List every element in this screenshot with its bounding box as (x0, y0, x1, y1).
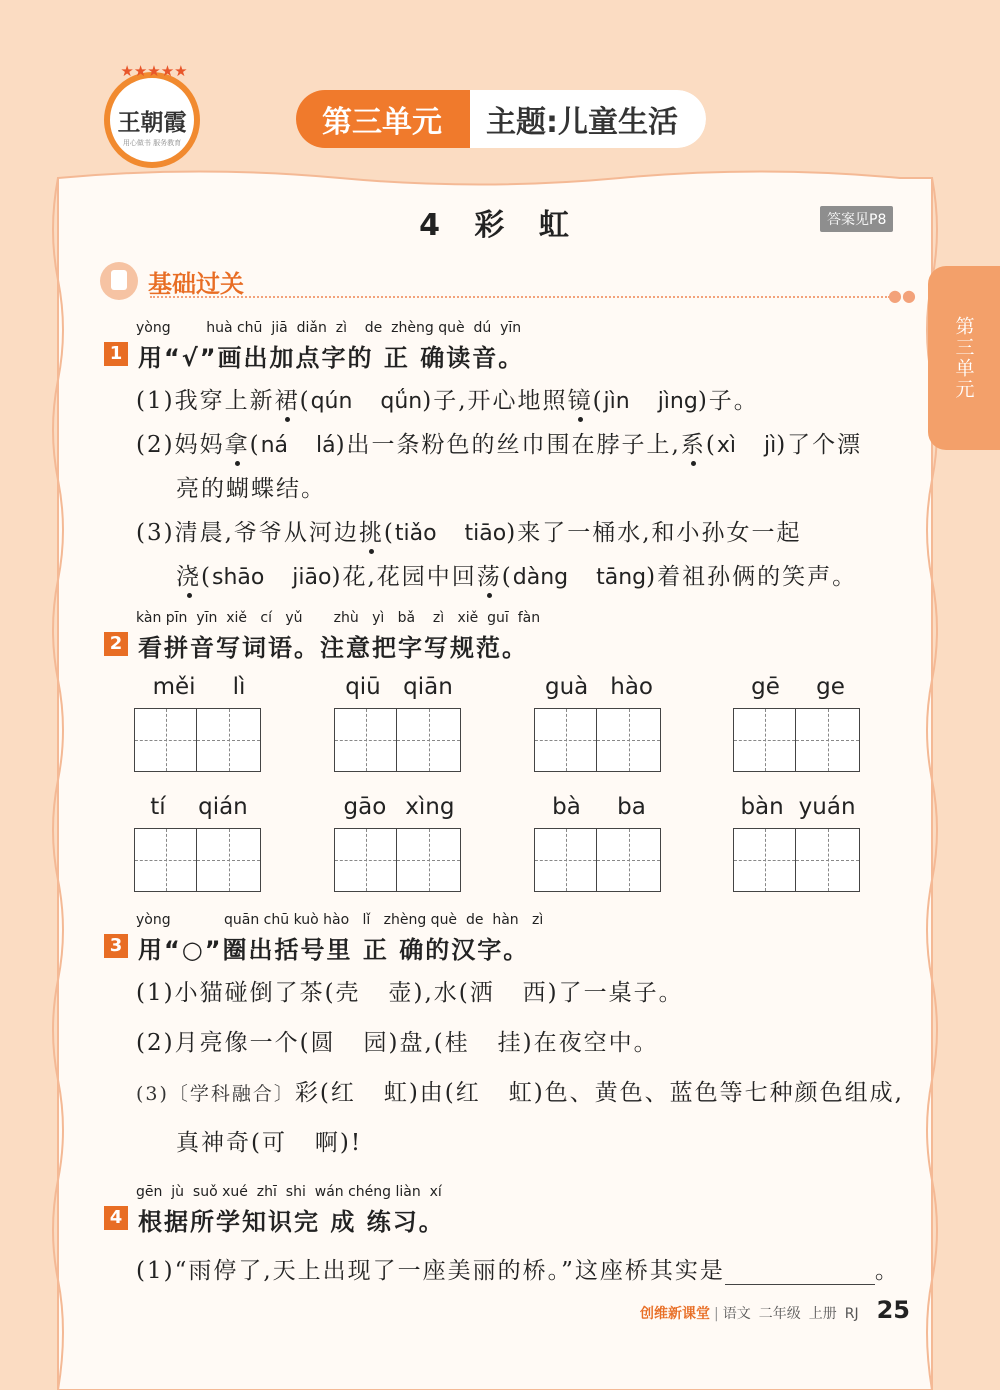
q1-instruction: 用“√”画出加点字的 正 确读音。 (138, 344, 525, 372)
footer-subject: 语文 (722, 1306, 751, 1322)
q4-pinyin: gēn jù suǒ xué zhī shi wán chéng liàn xí (136, 1184, 442, 1200)
footer-edition: RJ (844, 1306, 859, 1322)
writing-grid[interactable] (733, 708, 863, 772)
grid-cell[interactable] (534, 828, 597, 892)
section-label: 基础过关 (148, 269, 244, 298)
word-item (534, 674, 664, 772)
theme-label: 主题:儿童生活 (470, 90, 706, 148)
answer-reference-badge: 答案见P8 (820, 206, 893, 232)
pinyin-syllable: lì (232, 674, 246, 700)
footer-term: 上册 (808, 1306, 837, 1322)
word-item (534, 794, 664, 892)
q1-item-1: (1)我穿上新裙(qún qǘn)子,开心地照镜(jìn jìng)子。 (136, 388, 759, 414)
grid-cell[interactable] (397, 828, 461, 892)
q4-item-1: (1)“雨停了,天上出现了一座美丽的桥。”这座桥其实是 。 (136, 1258, 900, 1284)
word-item (334, 794, 464, 892)
pinyin-syllable: tí (150, 794, 166, 820)
logo-brand: 王朝霞 (117, 109, 187, 136)
pinyin-syllable: qiān (403, 674, 453, 700)
pinyin-syllable: gāo (343, 794, 387, 820)
pinyin-syllable: xìng (405, 794, 455, 820)
footer-grade: 二年级 (758, 1306, 801, 1322)
q2-pinyin: kàn pīn yīn xiě cí yǔ zhù yì bǎ zì xiě guī fàn (136, 610, 541, 626)
q3-pinyin: yòng quān chū kuò hào lǐ zhèng què de hàn zì (136, 912, 544, 928)
writing-grid[interactable] (134, 828, 264, 892)
grid-cell[interactable] (334, 708, 397, 772)
grid-cell[interactable] (796, 828, 860, 892)
q1-item-3-cont: 浇(shāo jiāo)花,花园中回荡(dàng tāng)着祖孙俩的笑声。 (176, 564, 858, 590)
lesson-title: 4 彩 虹 (419, 208, 581, 243)
logo-tagline: 用心做书 服务教育 (122, 139, 182, 147)
q3-item-2: (2)月亮像一个(圆 园)盘,(桂 挂)在夜空中。 (136, 1030, 659, 1056)
pinyin-syllable: měi (152, 674, 196, 700)
section-header (100, 262, 244, 300)
q3-number: 3 (104, 934, 128, 958)
pinyin-syllable: hào (610, 674, 653, 700)
q2-number: 2 (104, 632, 128, 656)
pinyin-syllable: qiū (345, 674, 381, 700)
word-item (334, 674, 464, 772)
writing-grid[interactable] (534, 708, 664, 772)
grid-cell[interactable] (796, 708, 860, 772)
logo-stars: ★★★★★ (120, 62, 188, 80)
grid-cell[interactable] (134, 708, 197, 772)
q3-item-3-cont: 真神奇(可 啊)! (176, 1130, 363, 1156)
writing-grid[interactable] (134, 708, 264, 772)
pinyin-syllable: bà (552, 794, 581, 820)
writing-grid[interactable] (334, 828, 464, 892)
pinyin-syllable: bàn (740, 794, 784, 820)
grid-cell[interactable] (134, 828, 197, 892)
word-item (134, 794, 264, 892)
q4-number: 4 (104, 1206, 128, 1230)
divider-dots-icon: ●● (888, 286, 916, 305)
q1-item-3: (3)清晨,爷爷从河边挑(tiǎo tiāo)来了一桶水,和小孙女一起 (136, 520, 802, 546)
unit-label: 第三单元 (296, 90, 470, 148)
pinyin-syllable: qián (198, 794, 248, 820)
word-item (733, 674, 863, 772)
pinyin-syllable: ba (617, 794, 646, 820)
grid-cell[interactable] (534, 708, 597, 772)
q3-item-3: (3)〔学科融合〕彩(红 虹)由(红 虹)色、黄色、蓝色等七种颜色组成, (136, 1080, 904, 1106)
grid-cell[interactable] (197, 828, 261, 892)
pinyin-syllable: gē (751, 674, 780, 700)
grid-cell[interactable] (597, 708, 661, 772)
q1-number: 1 (104, 342, 128, 366)
page-footer: 创维新课堂 | 语文 二年级 上册 RJ 25 (640, 1296, 910, 1324)
grid-cell[interactable] (197, 708, 261, 772)
word-item (733, 794, 863, 892)
writing-grid[interactable] (334, 708, 464, 772)
subject-integration-tag: (3)〔学科融合〕 (136, 1083, 295, 1105)
grid-cell[interactable] (397, 708, 461, 772)
q1-pinyin: yòng huà chū jiā diǎn zì de zhèng què dú yīn (136, 320, 522, 336)
writing-grid[interactable] (534, 828, 664, 892)
grid-cell[interactable] (733, 708, 796, 772)
section-icon (100, 262, 138, 300)
side-unit-tab[interactable]: 第三单元 (928, 266, 1000, 450)
section-divider (150, 296, 890, 298)
page-number: 25 (876, 1296, 910, 1324)
q2-instruction: 看拼音写词语。注意把字写规范。 (138, 634, 528, 662)
grid-cell[interactable] (733, 828, 796, 892)
grid-cell[interactable] (597, 828, 661, 892)
q4-instruction: 根据所学知识完 成 练习。 (138, 1208, 445, 1236)
pinyin-syllable: yuán (798, 794, 856, 820)
answer-blank[interactable] (725, 1264, 875, 1285)
q1-item-2-cont: 亮的蝴蝶结。 (176, 476, 326, 502)
q3-instruction: 用“○”圈出括号里 正 确的汉字。 (138, 936, 530, 964)
grid-cell[interactable] (334, 828, 397, 892)
word-item (134, 674, 264, 772)
pinyin-syllable: ge (816, 674, 845, 700)
pinyin-syllable: guà (544, 674, 589, 700)
q3-item-1: (1)小猫碰倒了茶(壳 壶),水(洒 西)了一桌子。 (136, 980, 684, 1006)
q1-item-2: (2)妈妈拿(ná lá)出一条粉色的丝巾围在脖子上,系(xì jì)了个漂 (136, 432, 863, 458)
writing-grid[interactable] (733, 828, 863, 892)
footer-brand: 创维新课堂 (640, 1306, 710, 1322)
